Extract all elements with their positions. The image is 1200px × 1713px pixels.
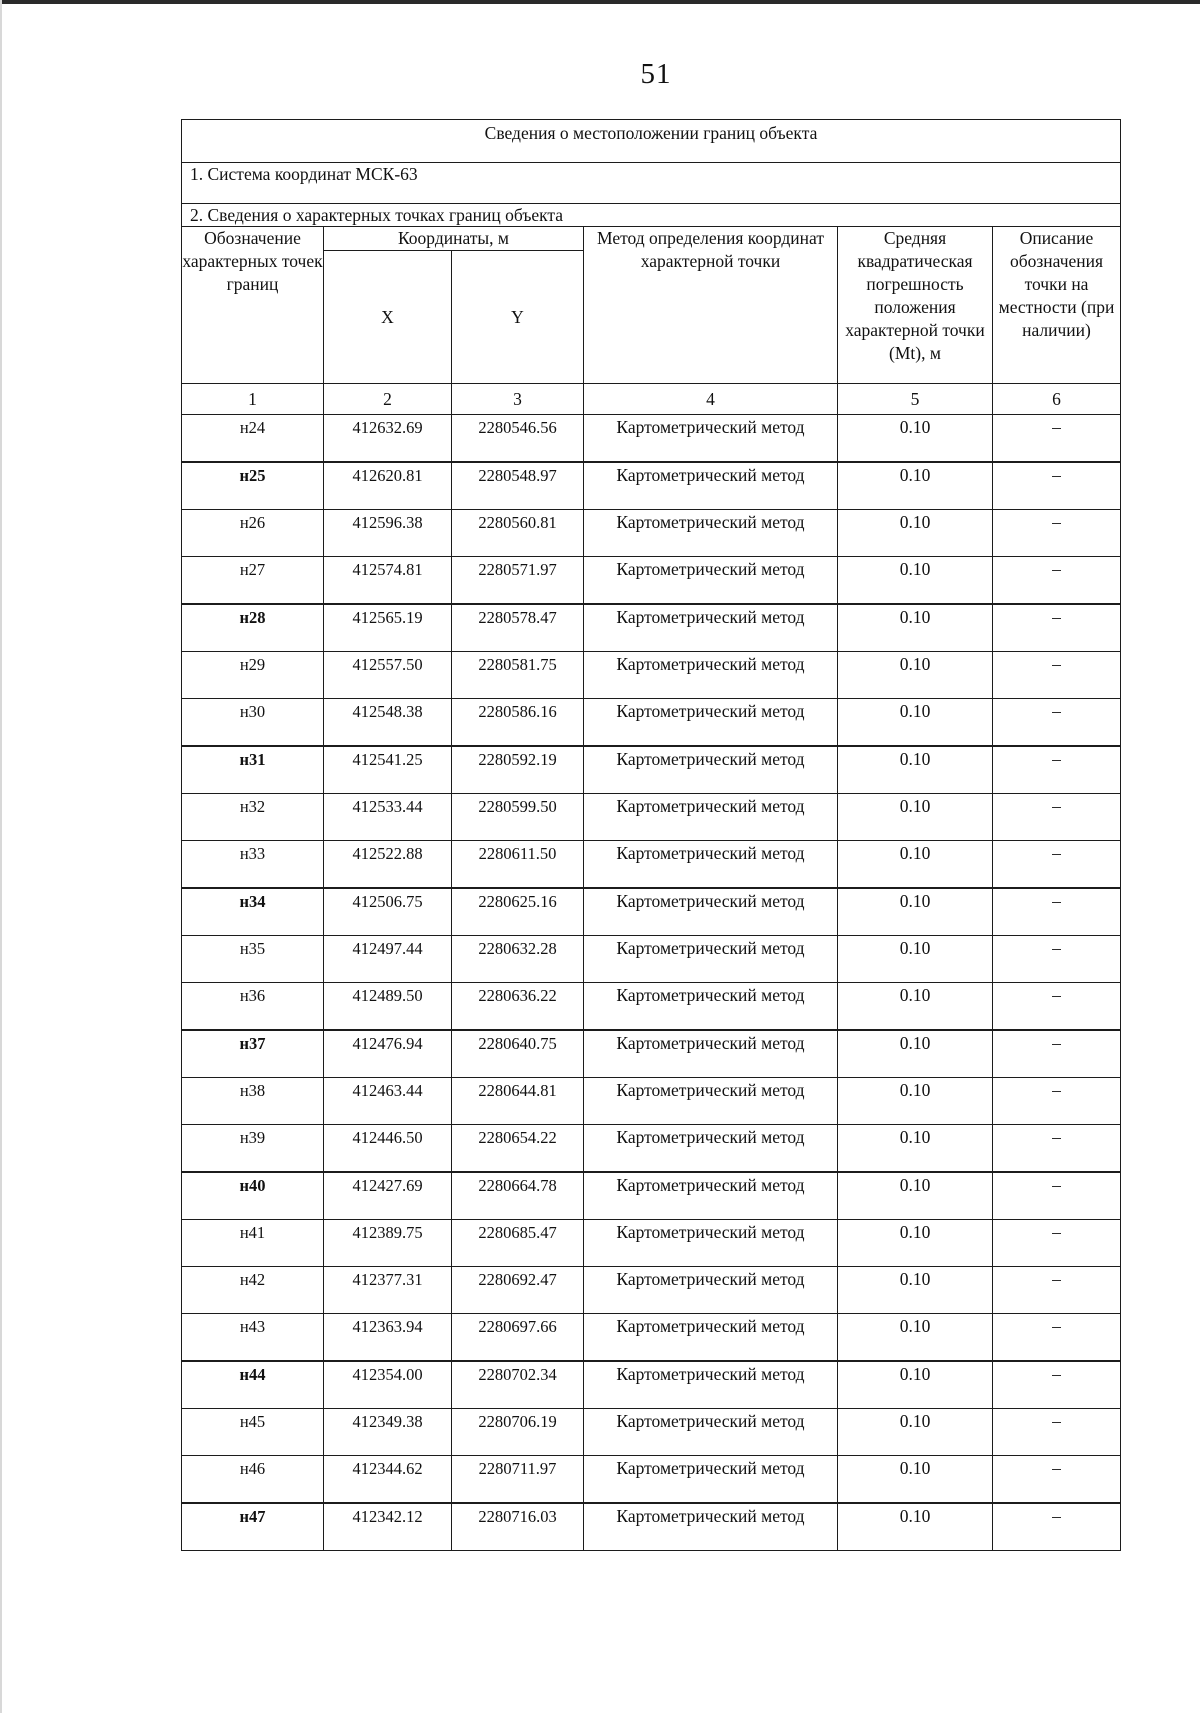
table-row [182,699,1121,747]
scan-border-left [0,0,2,1713]
description-cell: – [993,415,1121,463]
section2-row [182,204,1121,227]
description-cell: – [993,462,1121,510]
y-coordinate-cell: 2280592.19 [452,746,584,794]
point-id-cell: н31 [182,746,324,794]
y-coordinate-cell: 2280578.47 [452,604,584,652]
error-cell: 0.10 [838,888,993,936]
x-coordinate-cell: 412533.44 [324,794,452,841]
method-cell: Картометрический метод [584,462,838,510]
point-id-cell: н26 [182,510,324,557]
point-id-cell: н47 [182,1503,324,1551]
y-coordinate-cell: 2280632.28 [452,936,584,983]
table-title: Сведения о местоположении границ объекта [182,120,1121,163]
error-cell: 0.10 [838,1503,993,1551]
x-coordinate-cell: 412574.81 [324,557,452,605]
method-cell: Картометрический метод [584,1267,838,1314]
y-coordinate-cell: 2280692.47 [452,1267,584,1314]
x-coordinate-cell: 412363.94 [324,1314,452,1362]
method-cell: Картометрический метод [584,415,838,463]
coordinate-system-label: 1. Система координат МСК-63 [182,163,1121,204]
point-id-cell: н38 [182,1078,324,1125]
y-coordinate-cell: 2280706.19 [452,1409,584,1456]
table-row [182,510,1121,557]
x-coordinate-cell: 412377.31 [324,1267,452,1314]
error-cell: 0.10 [838,1030,993,1078]
description-cell: – [993,699,1121,747]
error-cell: 0.10 [838,1361,993,1409]
y-coordinate-cell: 2280711.97 [452,1456,584,1504]
column-number-row [182,384,1121,415]
y-coordinate-cell: 2280640.75 [452,1030,584,1078]
error-cell: 0.10 [838,794,993,841]
y-coordinate-cell: 2280599.50 [452,794,584,841]
point-id-cell: н43 [182,1314,324,1362]
y-coordinate-cell: 2280716.03 [452,1503,584,1551]
x-coordinate-cell: 412349.38 [324,1409,452,1456]
column-number: 2 [324,384,452,415]
description-cell: – [993,1409,1121,1456]
x-coordinate-cell: 412596.38 [324,510,452,557]
method-cell: Картометрический метод [584,1172,838,1220]
x-coordinate-cell: 412354.00 [324,1361,452,1409]
error-cell: 0.10 [838,557,993,605]
x-coordinate-cell: 412557.50 [324,652,452,699]
x-coordinate-cell: 412541.25 [324,746,452,794]
table-row [182,794,1121,841]
table-row [182,1503,1121,1551]
error-cell: 0.10 [838,841,993,889]
y-coordinate-cell: 2280586.16 [452,699,584,747]
point-id-cell: н44 [182,1361,324,1409]
y-coordinate-cell: 2280685.47 [452,1220,584,1267]
y-coordinate-cell: 2280654.22 [452,1125,584,1173]
x-coordinate-cell: 412506.75 [324,888,452,936]
error-cell: 0.10 [838,462,993,510]
point-id-cell: н37 [182,1030,324,1078]
description-cell: – [993,746,1121,794]
description-cell: – [993,1267,1121,1314]
description-cell: – [993,1503,1121,1551]
y-coordinate-cell: 2280664.78 [452,1172,584,1220]
table-row [182,1172,1121,1220]
point-id-cell: н27 [182,557,324,605]
y-coordinate-cell: 2280571.97 [452,557,584,605]
method-cell: Картометрический метод [584,936,838,983]
page-number: 51 [640,58,672,90]
description-cell: – [993,888,1121,936]
point-id-cell: н39 [182,1125,324,1173]
points-section-label: 2. Сведения о характерных точках границ объекта [182,204,1121,227]
table-row [182,1220,1121,1267]
x-coordinate-cell: 412632.69 [324,415,452,463]
point-id-cell: н45 [182,1409,324,1456]
method-cell: Картометрический метод [584,1503,838,1551]
table-row [182,1456,1121,1504]
error-cell: 0.10 [838,1172,993,1220]
description-cell: – [993,1220,1121,1267]
column-number: 6 [993,384,1121,415]
error-cell: 0.10 [838,1314,993,1362]
x-coordinate-cell: 412565.19 [324,604,452,652]
error-cell: 0.10 [838,699,993,747]
x-coordinate-cell: 412489.50 [324,983,452,1031]
y-coordinate-cell: 2280560.81 [452,510,584,557]
table-row [182,841,1121,889]
point-id-cell: н46 [182,1456,324,1504]
table-row [182,1078,1121,1125]
x-coordinate-cell: 412427.69 [324,1172,452,1220]
description-cell: – [993,983,1121,1031]
header-coords: Координаты, м [324,227,584,251]
table-row [182,462,1121,510]
method-cell: Картометрический метод [584,1314,838,1362]
point-id-cell: н25 [182,462,324,510]
error-cell: 0.10 [838,1220,993,1267]
description-cell: – [993,1078,1121,1125]
error-cell: 0.10 [838,1078,993,1125]
point-id-cell: н32 [182,794,324,841]
method-cell: Картометрический метод [584,983,838,1031]
description-cell: – [993,510,1121,557]
point-id-cell: н30 [182,699,324,747]
x-coordinate-cell: 412446.50 [324,1125,452,1173]
y-coordinate-cell: 2280625.16 [452,888,584,936]
y-coordinate-cell: 2280702.34 [452,1361,584,1409]
y-coordinate-cell: 2280581.75 [452,652,584,699]
method-cell: Картометрический метод [584,510,838,557]
point-id-cell: н24 [182,415,324,463]
y-coordinate-cell: 2280546.56 [452,415,584,463]
y-coordinate-cell: 2280611.50 [452,841,584,889]
point-id-cell: н34 [182,888,324,936]
error-cell: 0.10 [838,983,993,1031]
description-cell: – [993,1314,1121,1362]
description-cell: – [993,1456,1121,1504]
description-cell: – [993,652,1121,699]
error-cell: 0.10 [838,1409,993,1456]
x-coordinate-cell: 412342.12 [324,1503,452,1551]
boundary-points-table [181,119,1121,1551]
error-cell: 0.10 [838,1125,993,1173]
point-id-cell: н28 [182,604,324,652]
table-row [182,604,1121,652]
point-id-cell: н33 [182,841,324,889]
description-cell: – [993,1172,1121,1220]
table-title-row [182,120,1121,163]
point-id-cell: н41 [182,1220,324,1267]
x-coordinate-cell: 412522.88 [324,841,452,889]
method-cell: Картометрический метод [584,604,838,652]
error-cell: 0.10 [838,1267,993,1314]
point-id-cell: н40 [182,1172,324,1220]
point-id-cell: н36 [182,983,324,1031]
table-row [182,1409,1121,1456]
table-row [182,746,1121,794]
method-cell: Картометрический метод [584,1409,838,1456]
method-cell: Картометрический метод [584,557,838,605]
error-cell: 0.10 [838,1456,993,1504]
description-cell: – [993,936,1121,983]
table-row [182,652,1121,699]
column-number: 3 [452,384,584,415]
header-x: X [324,251,452,384]
table-row [182,1030,1121,1078]
header-y: Y [452,251,584,384]
y-coordinate-cell: 2280697.66 [452,1314,584,1362]
header-point: Обозначение характерных точек границ [182,227,324,384]
scan-border-top [0,0,1200,4]
table-row [182,1361,1121,1409]
header-desc: Описание обозначения точки на местности (при наличии) [993,227,1121,384]
method-cell: Картометрический метод [584,888,838,936]
error-cell: 0.10 [838,604,993,652]
point-id-cell: н29 [182,652,324,699]
method-cell: Картометрический метод [584,841,838,889]
method-cell: Картометрический метод [584,1125,838,1173]
description-cell: – [993,557,1121,605]
table-row [182,888,1121,936]
table-row [182,557,1121,605]
method-cell: Картометрический метод [584,1361,838,1409]
column-number: 5 [838,384,993,415]
y-coordinate-cell: 2280644.81 [452,1078,584,1125]
x-coordinate-cell: 412463.44 [324,1078,452,1125]
method-cell: Картометрический метод [584,1078,838,1125]
description-cell: – [993,604,1121,652]
point-id-cell: н35 [182,936,324,983]
x-coordinate-cell: 412344.62 [324,1456,452,1504]
table-row [182,936,1121,983]
y-coordinate-cell: 2280548.97 [452,462,584,510]
method-cell: Картометрический метод [584,1030,838,1078]
method-cell: Картометрический метод [584,1220,838,1267]
table-row [182,415,1121,463]
description-cell: – [993,794,1121,841]
description-cell: – [993,1361,1121,1409]
method-cell: Картометрический метод [584,1456,838,1504]
point-id-cell: н42 [182,1267,324,1314]
x-coordinate-cell: 412476.94 [324,1030,452,1078]
x-coordinate-cell: 412548.38 [324,699,452,747]
header-row-1 [182,227,1121,251]
table-row [182,1267,1121,1314]
description-cell: – [993,1030,1121,1078]
description-cell: – [993,1125,1121,1173]
method-cell: Картометрический метод [584,746,838,794]
header-method: Метод определения координат характерной точки [584,227,838,384]
description-cell: – [993,841,1121,889]
error-cell: 0.10 [838,652,993,699]
error-cell: 0.10 [838,746,993,794]
x-coordinate-cell: 412620.81 [324,462,452,510]
method-cell: Картометрический метод [584,652,838,699]
table-row [182,1125,1121,1173]
x-coordinate-cell: 412389.75 [324,1220,452,1267]
x-coordinate-cell: 412497.44 [324,936,452,983]
method-cell: Картометрический метод [584,699,838,747]
error-cell: 0.10 [838,936,993,983]
error-cell: 0.10 [838,415,993,463]
column-number: 1 [182,384,324,415]
column-number: 4 [584,384,838,415]
table-row [182,1314,1121,1362]
section1-row [182,163,1121,204]
method-cell: Картометрический метод [584,794,838,841]
header-error: Средняя квадратическая погрешность положения характерной точки (Мt), м [838,227,993,384]
y-coordinate-cell: 2280636.22 [452,983,584,1031]
error-cell: 0.10 [838,510,993,557]
table-row [182,983,1121,1031]
